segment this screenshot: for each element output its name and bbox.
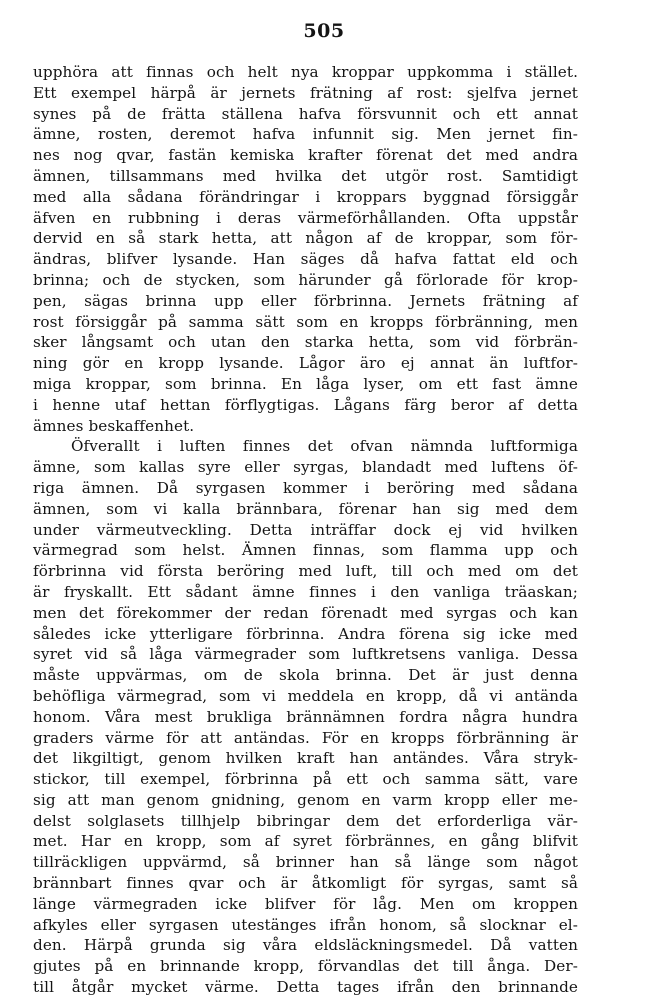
text-line: honom. Våra mest brukliga brännämnen fordra några hundra: [33, 707, 578, 726]
text-line: med alla sådana förändringar i kroppars byggnad försiggår: [33, 187, 578, 206]
text-line: Ett exempel härpå är jernets frätning af rost: sjelfva jernet: [33, 83, 578, 102]
page-number: 505: [303, 20, 345, 42]
text-line: ning gör en kropp lysande. Lågor äro ej annat än luftfor-: [33, 354, 578, 373]
text-line: länge värmegraden icke blifver för låg. Men om kroppen: [33, 894, 578, 913]
text-line: tillräckligen uppvärmd, så brinner han så länge som något: [33, 853, 578, 872]
text-line: ändras, blifver lysande. Han säges då hafva fattat eld och: [33, 250, 578, 269]
text-line: sig att man genom gnidning, genom en varm kropp eller me-: [33, 790, 578, 809]
text-line: miga kroppar, som brinna. En låga lyser, om ett fast ämne: [33, 374, 578, 393]
text-line: graders värme för att antändas. För en kropps förbränning är: [33, 728, 578, 747]
text-line: brännbart finnes qvar och är åtkomligt för syrgas, samt så: [33, 874, 578, 893]
text-line: afkyles eller syrgasen utestänges ifrån honom, så slocknar el-: [33, 915, 578, 934]
text-line: pen, sägas brinna upp eller förbrinna. Jernets frätning af: [33, 291, 578, 310]
text-line: Öfverallt i luften finnes det ofvan nämnda luftformiga: [71, 437, 578, 456]
text-line: således icke ytterligare förbrinna. Andra förena sig icke med: [33, 624, 578, 643]
text-line: riga ämnen. Då syrgasen kommer i beröring med sådana: [33, 478, 578, 497]
text-line: den. Härpå grunda sig våra eldsläckningsmedel. Då vatten: [33, 936, 578, 955]
text-line: i henne utaf hettan förflygtigas. Lågans färg beror af detta: [33, 395, 578, 414]
body-text: [33, 62, 578, 998]
text-line: nes nog qvar, fastän kemiska krafter förenat det med andra: [33, 146, 578, 165]
text-line: gjutes på en brinnande kropp, förvandlas det till ånga. Der-: [33, 957, 578, 976]
text-line: till åtgår mycket värme. Detta tages ifrån den brinnande: [33, 978, 578, 997]
text-line: men det förekommer der redan förenadt med syrgas och kan: [33, 603, 578, 622]
text-line: stickor, till exempel, förbrinna på ett och samma sätt, vare: [33, 770, 578, 789]
paragraph: [33, 436, 578, 998]
text-line: förbrinna vid första beröring med luft, till och med om det: [33, 562, 578, 581]
text-line: met. Har en kropp, som af syret förbrännes, en gång blifvit: [33, 832, 578, 851]
text-line: måste uppvärmas, om de skola brinna. Det är just denna: [33, 666, 578, 685]
text-line: ämnes beskaffenhet.: [33, 416, 195, 435]
paragraph: [33, 62, 578, 436]
text-line: rost försiggår på samma sätt som en kropps förbränning, men: [33, 312, 578, 331]
text-line: ämne, som kallas syre eller syrgas, blandadt med luftens öf-: [33, 458, 578, 477]
text-line: delst solglasets tillhjelp bibringar dem det erforderliga vär-: [33, 811, 578, 830]
text-line: behöfliga värmegrad, som vi meddela en kropp, då vi antända: [33, 686, 578, 705]
text-line: ämnen, tillsammans med hvilka det utgör rost. Samtidigt: [33, 166, 578, 185]
text-line: under värmeutveckling. Detta inträffar dock ej vid hvilken: [33, 520, 578, 539]
text-line: äfven en rubbning i deras värmeförhållanden. Ofta uppstår: [33, 208, 578, 227]
text-line: upphöra att finnas och helt nya kroppar uppkomma i stället.: [33, 63, 578, 81]
text-line: syret vid så låga värmegrader som luftkretsens vanliga. Dessa: [33, 645, 578, 664]
text-line: synes på de frätta ställena hafva försvunnit och ett annat: [33, 104, 578, 123]
text-line: är fryskallt. Ett sådant ämne finnes i den vanliga träaskan;: [33, 582, 578, 601]
text-line: ämne, rosten, deremot hafva infunnit sig. Men jernet fin-: [33, 125, 578, 144]
text-line: brinna; och de stycken, som härunder gå förlorade för krop-: [33, 270, 578, 289]
text-line: sker långsamt och utan den starka hetta, som vid förbrän-: [33, 333, 578, 352]
text-line: värmegrad som helst. Ämnen finnas, som flamma upp och: [33, 541, 578, 560]
text-line: ämnen, som vi kalla brännbara, förenar han sig med dem: [33, 499, 578, 518]
text-line: dervid en så stark hetta, att någon af de kroppar, som för-: [33, 229, 578, 248]
text-line: det likgiltigt, genom hvilken kraft han antändes. Våra stryk-: [33, 749, 578, 768]
